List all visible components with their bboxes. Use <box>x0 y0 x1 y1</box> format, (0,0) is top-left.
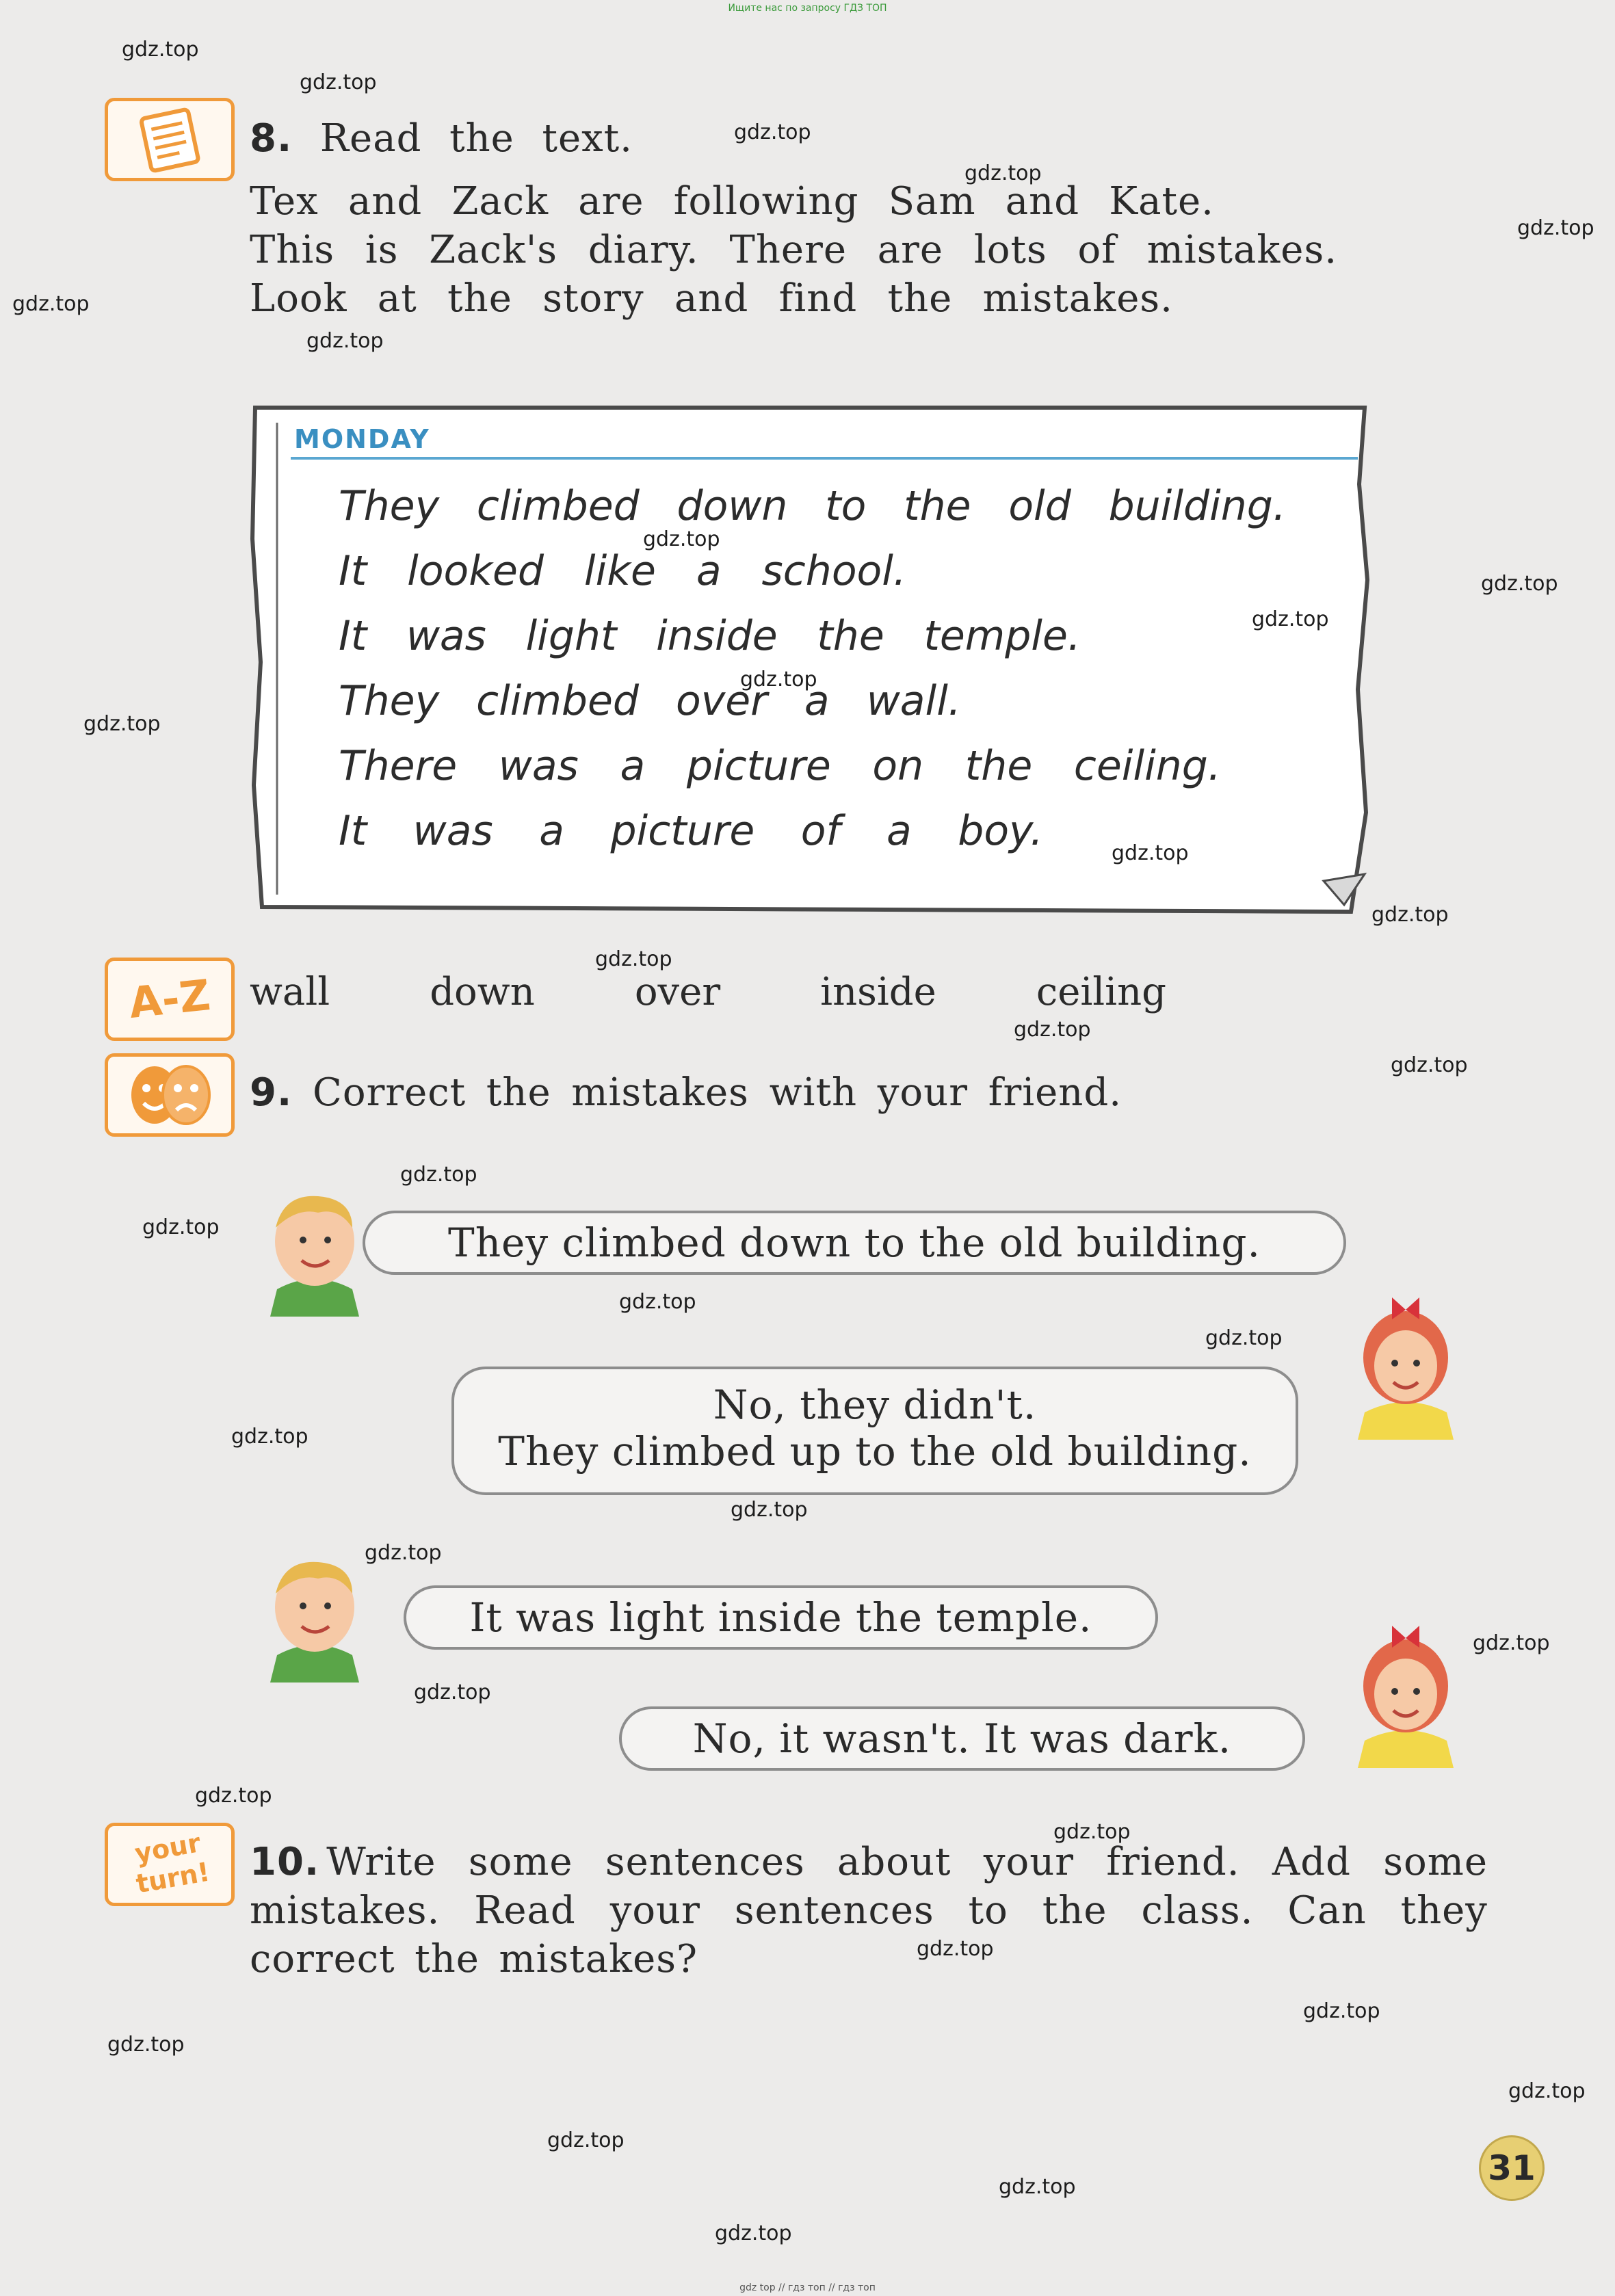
notebook-icon <box>108 101 231 178</box>
watermark: gdz.top <box>595 947 672 971</box>
watermark: gdz.top <box>1517 216 1594 240</box>
instruction-line: correct the mistakes? <box>250 1937 698 1981</box>
watermark: gdz.top <box>1391 1053 1468 1077</box>
watermark: gdz.top <box>400 1163 477 1187</box>
word-bank-item: inside <box>820 970 936 1014</box>
az-icon: A-Z <box>127 970 213 1029</box>
watermark: gdz.top <box>1112 841 1189 865</box>
speech-line: No, they didn't. <box>713 1382 1037 1428</box>
diary-line: It looked like a school. <box>339 547 906 595</box>
watermark: gdz.top <box>306 329 384 353</box>
exercise-10-instructions <box>250 1840 1488 1981</box>
watermark: gdz.top <box>1473 1631 1550 1655</box>
header-note: Ищите нас по запросу ГДЗ ТОП <box>728 3 887 14</box>
diary-line: There was a picture on the ceiling. <box>339 742 1221 790</box>
footer-note: gdz top // гдз топ // гдз топ <box>739 2282 876 2293</box>
exercise-number: 10. <box>250 1840 320 1884</box>
speech-bubble-boy: It was light inside the temple. <box>404 1585 1158 1650</box>
watermark: gdz.top <box>107 2033 185 2057</box>
watermark: gdz.top <box>547 2128 625 2152</box>
exercise-number: 9. <box>250 1070 293 1115</box>
watermark: gdz.top <box>1303 1999 1380 2023</box>
exercise-8-instructions <box>250 179 1337 321</box>
watermark: gdz.top <box>300 70 377 94</box>
watermark: gdz.top <box>142 1215 220 1239</box>
diary-line: It was light inside the temple. <box>339 612 1081 660</box>
watermark: gdz.top <box>122 38 199 62</box>
watermark: gdz.top <box>1508 2079 1586 2103</box>
watermark: gdz.top <box>1371 903 1449 927</box>
exercise-number: 8. <box>250 116 293 161</box>
notebook-icon-box <box>105 98 235 181</box>
watermark: gdz.top <box>231 1425 308 1449</box>
exercise-8-heading: 8. Read the text. <box>250 116 633 161</box>
boy-illustration <box>257 1553 373 1683</box>
boy-illustration <box>257 1187 373 1317</box>
watermark: gdz.top <box>1481 572 1558 596</box>
word-bank <box>250 970 1166 1014</box>
diary-line: They climbed over a wall. <box>339 677 961 725</box>
speech-bubble-boy: They climbed down to the old building. <box>363 1211 1346 1275</box>
your-turn-icon-box <box>105 1823 235 1906</box>
watermark: gdz.top <box>1053 1820 1131 1844</box>
watermark: gdz.top <box>414 1680 491 1704</box>
watermark: gdz.top <box>999 2175 1076 2199</box>
watermark: gdz.top <box>917 1937 994 1961</box>
watermark: gdz.top <box>740 668 817 691</box>
watermark: gdz.top <box>83 712 161 736</box>
instruction-line: 10. Write some sentences about your friend. Add some <box>250 1840 1488 1884</box>
word-bank-item: down <box>430 970 535 1014</box>
diary-title: MONDAY <box>294 424 430 454</box>
instruction-line: Look at the story and find the mistakes. <box>250 276 1173 321</box>
watermark: gdz.top <box>734 120 811 144</box>
word-bank-item: over <box>634 970 721 1014</box>
watermark: gdz.top <box>731 1498 808 1522</box>
instruction-line: Tex and Zack are following Sam and Kate. <box>250 179 1214 224</box>
speech-line: They climbed up to the old building. <box>498 1428 1252 1475</box>
word-bank-item: ceiling <box>1036 970 1166 1014</box>
watermark: gdz.top <box>195 1784 272 1808</box>
watermark: gdz.top <box>12 292 90 316</box>
az-icon-box <box>105 958 235 1041</box>
watermark: gdz.top <box>1205 1326 1283 1350</box>
speech-bubble-girl <box>451 1367 1298 1495</box>
watermark: gdz.top <box>619 1290 696 1314</box>
page-number: 31 <box>1479 2135 1545 2201</box>
instruction-line: mistakes. Read your sentences to the class. Can they <box>250 1888 1488 1933</box>
watermark: gdz.top <box>964 161 1042 185</box>
watermark: gdz.top <box>365 1541 442 1565</box>
watermark: gdz.top <box>1252 607 1329 631</box>
diary-divider <box>291 457 1358 460</box>
girl-illustration <box>1344 1611 1467 1768</box>
word-bank-item: wall <box>250 970 330 1014</box>
exercise-9-instructions: 9. Correct the mistakes with your friend. <box>250 1070 1122 1115</box>
diary-line: It was a picture of a boy. <box>339 807 1043 855</box>
speech-bubble-girl: No, it wasn't. It was dark. <box>619 1706 1305 1771</box>
masks-icon-box <box>105 1053 235 1137</box>
watermark: gdz.top <box>1014 1018 1091 1042</box>
watermark: gdz.top <box>643 527 720 551</box>
girl-illustration <box>1344 1282 1467 1440</box>
theatre-masks-icon <box>108 1057 231 1133</box>
watermark: gdz.top <box>715 2221 792 2245</box>
instruction-line: This is Zack's diary. There are lots of mistakes. <box>250 228 1337 272</box>
diary-line: They climbed down to the old building. <box>339 482 1286 530</box>
your-turn-icon: your turn! <box>132 1827 212 1899</box>
